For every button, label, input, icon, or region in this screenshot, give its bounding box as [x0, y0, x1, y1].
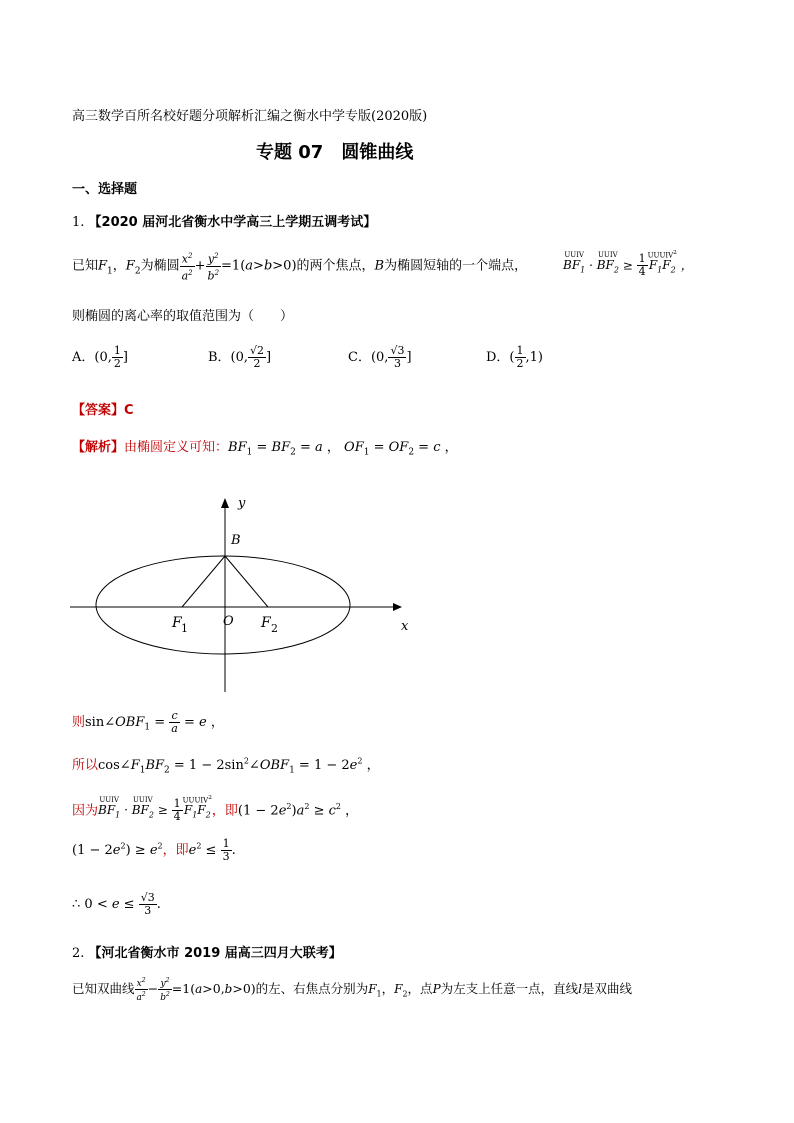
document-header: 高三数学百所名校好题分项解析汇编之衡水中学专版(2020版): [72, 109, 428, 124]
option-a: A．(0, $\frac{1}{2}$ ]: [72, 344, 128, 370]
label-f2: F: [261, 615, 271, 631]
question-number: 1.: [72, 215, 85, 230]
vector-inequality: UUIV $BF_1$ · UUIV $BF_2$ ≥ $\frac{1}{4}$ UUUIV$^2$ $F_1F_2$ ，: [563, 250, 693, 279]
question-source: 【河北省衡水市 2019 届高三四月大联考】: [88, 946, 342, 961]
question-1-stem: 已知$F_1$，$F_2$为椭圆 $\frac{x^2}{a^2}$ + $\frac{y^2}{b^2}$ =1(a>b>0)的两个焦点，B为椭圆短轴的一个端点，: [72, 252, 528, 283]
analysis-line: 【解析】由椭圆定义可知：$BF_1 = BF_2 = a$ ， $OF_1 = OF_2 = c$ ，: [72, 440, 458, 458]
label-b: B: [231, 533, 241, 548]
x-axis-arrow: [393, 603, 402, 611]
ellipse-figure: [68, 494, 413, 694]
question-2-header: [72, 942, 342, 961]
label-f1: F: [172, 615, 182, 631]
question-1-line2: 则椭圆的离心率的取值范围为（ ）: [72, 309, 294, 324]
answer-value: C: [124, 403, 134, 418]
section-heading: 一、选择题: [72, 182, 138, 197]
segment-bf1: [182, 556, 225, 607]
question-2-stem: 已知双曲线 $\frac{x^2}{a^2}$ − $\frac{y^2}{b^2}$ =1(a>0,b>0)的左、右焦点分别为$F_1$，$F_2$，点P为左支上任意一点，直线l是双曲线: [72, 977, 633, 1003]
step-1: 则$\sin\angle OBF_1$ = $\frac{c}{a}$ = e ，: [72, 709, 224, 735]
step-5: ∴ 0 < e ≤ $\frac{√3}{3}$ .: [72, 891, 161, 917]
option-d: D．( $\frac{1}{2}$ ,1): [486, 344, 543, 370]
option-c: C．(0, $\frac{√3}{3}$ ]: [348, 344, 412, 370]
step-4: $(1 - 2e^2) \ge e^2$，即$e^2$ ≤ $\frac{1}{3}$ .: [72, 837, 236, 863]
y-axis-arrow: [221, 498, 229, 508]
question-source: 【2020 届河北省衡水中学高三上学期五调考试】: [88, 215, 377, 230]
answer-line: 【答案】C: [72, 403, 134, 418]
segment-bf2: [225, 556, 268, 607]
label-f1-sub: 1: [181, 622, 188, 635]
label-o: O: [223, 614, 234, 629]
page-title: 专题 07 圆锥曲线: [256, 142, 414, 163]
label-f2-sub: 2: [271, 622, 278, 635]
question-number: 2.: [72, 946, 85, 961]
step-2: 所以$\cos\angle F_1BF_2 = 1$ − $2\sin^2\angle OBF_1 = 1 - 2e^2$ ，: [72, 756, 380, 776]
question-1-header: [72, 211, 376, 230]
ellipse-curve: [96, 556, 350, 654]
step-3: 因为 UUIV $BF_1$ · UUIV $BF_2$ ≥ $\frac{1}{4}$ UUUIV$^2$ $F_1F_2$，即$(1 - 2e^2)a^2 \ge c^2$ ，: [72, 795, 359, 824]
label-y: y: [238, 496, 246, 511]
label-x: x: [401, 619, 409, 634]
option-b: B．(0, $\frac{√2}{2}$ ]: [208, 344, 272, 370]
